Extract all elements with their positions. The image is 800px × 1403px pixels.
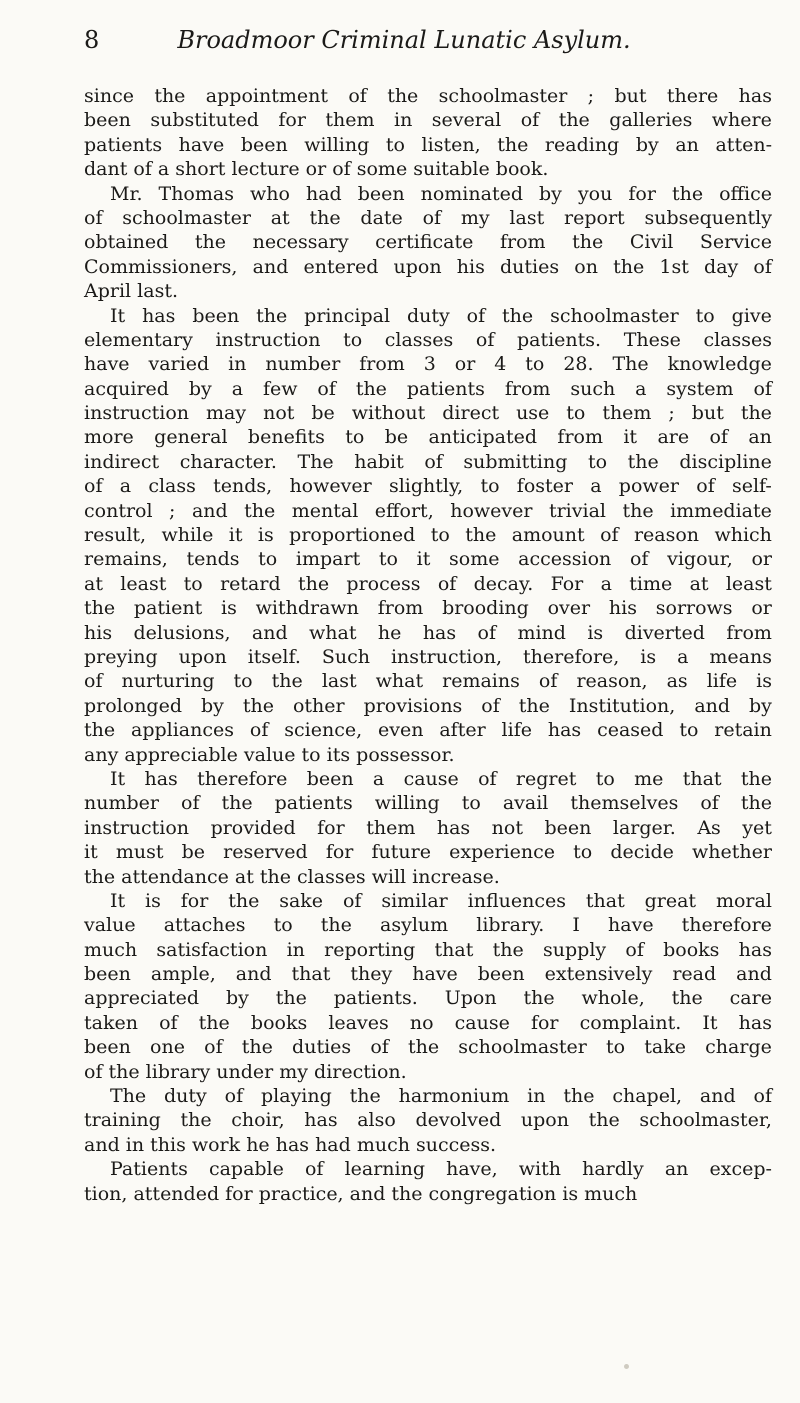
page-number: 8 bbox=[84, 26, 100, 54]
text-line: value attaches to the asylum library. I have therefore bbox=[84, 914, 772, 937]
text-line: tion, attended for practice, and the congregation is much bbox=[84, 1182, 638, 1205]
text-line: Patients capable of learning have, with hardly an excep- bbox=[110, 1158, 772, 1181]
text-line: taken of the books leaves no cause for complaint. It has bbox=[84, 1011, 772, 1034]
text-line: more general benefits to be anticipated from it are of an bbox=[84, 426, 772, 449]
text-line: his delusions, and what he has of mind is diverted from bbox=[84, 621, 772, 644]
text-line: of the library under my direction. bbox=[84, 1060, 407, 1083]
text-line: any appreciable value to its possessor. bbox=[84, 743, 455, 766]
text-line: the appliances of science, even after life has ceased to retain bbox=[84, 719, 772, 742]
text-line: at least to retard the process of decay. For a time at least bbox=[84, 572, 772, 595]
text-line: been one of the duties of the schoolmaster to take charge bbox=[84, 1036, 772, 1059]
text-line: control ; and the mental effort, however trivial the immediate bbox=[84, 499, 772, 522]
text-line: It has been the principal duty of the schoolmaster to give bbox=[110, 304, 772, 327]
text-line: obtained the necessary certificate from the Civil Service bbox=[84, 231, 772, 254]
text-line: preying upon itself. Such instruction, therefore, is a means bbox=[84, 645, 772, 668]
text-line: been ample, and that they have been extensively read and bbox=[84, 963, 772, 986]
text-line: it must be reserved for future experience to decide whether bbox=[84, 841, 772, 864]
text-line: been substituted for them in several of the galleries where bbox=[84, 109, 772, 132]
text-line: training the choir, has also devolved upon the schoolmaster, bbox=[84, 1109, 772, 1132]
text-line: Mr. Thomas who had been nominated by you for the office bbox=[110, 182, 772, 205]
text-line: elementary instruction to classes of patients. These classes bbox=[84, 328, 772, 351]
page-header bbox=[84, 20, 724, 60]
text-line: It is for the sake of similar influences that great moral bbox=[110, 889, 772, 912]
text-line: appreciated by the patients. Upon the whole, the care bbox=[84, 987, 772, 1010]
text-line: acquired by a few of the patients from such a system of bbox=[84, 377, 772, 400]
body-text bbox=[84, 84, 772, 1206]
text-line: of a class tends, however slightly, to foster a power of self- bbox=[84, 475, 772, 498]
text-line: dant of a short lecture or of some suitable book. bbox=[84, 158, 549, 181]
text-line: instruction provided for them has not been larger. As yet bbox=[84, 816, 772, 839]
text-line: Commissioners, and entered upon his duties on the 1st day of bbox=[84, 255, 772, 278]
text-line: remains, tends to impart to it some accession of vigour, or bbox=[84, 548, 772, 571]
text-line: of nurturing to the last what remains of reason, as life is bbox=[84, 670, 772, 693]
text-line: the patient is withdrawn from brooding over his sorrows or bbox=[84, 597, 772, 620]
running-title: Broadmoor Criminal Lunatic Asylum. bbox=[177, 26, 631, 54]
text-line: The duty of playing the harmonium in the chapel, and of bbox=[110, 1085, 772, 1108]
text-line: much satisfaction in reporting that the supply of books has bbox=[84, 938, 772, 961]
paper-speck bbox=[624, 1364, 629, 1369]
text-line: the attendance at the classes will increase. bbox=[84, 865, 500, 888]
text-line: indirect character. The habit of submitting to the discipline bbox=[84, 450, 772, 473]
text-line: result, while it is proportioned to the amount of reason which bbox=[84, 524, 772, 547]
text-line: April last. bbox=[84, 280, 178, 303]
text-line: have varied in number from 3 or 4 to 28. The knowledge bbox=[84, 353, 772, 376]
text-line: of schoolmaster at the date of my last report subsequently bbox=[84, 206, 772, 229]
text-line: instruction may not be without direct use to them ; but the bbox=[84, 402, 772, 425]
text-line: patients have been willing to listen, the reading by an atten- bbox=[84, 133, 772, 156]
text-line: number of the patients willing to avail themselves of the bbox=[84, 792, 772, 815]
text-line: prolonged by the other provisions of the Institution, and by bbox=[84, 694, 772, 717]
text-line: It has therefore been a cause of regret to me that the bbox=[110, 767, 772, 790]
text-line: since the appointment of the schoolmaster ; but there has bbox=[84, 85, 772, 107]
text-line: and in this work he has had much success. bbox=[84, 1133, 497, 1156]
